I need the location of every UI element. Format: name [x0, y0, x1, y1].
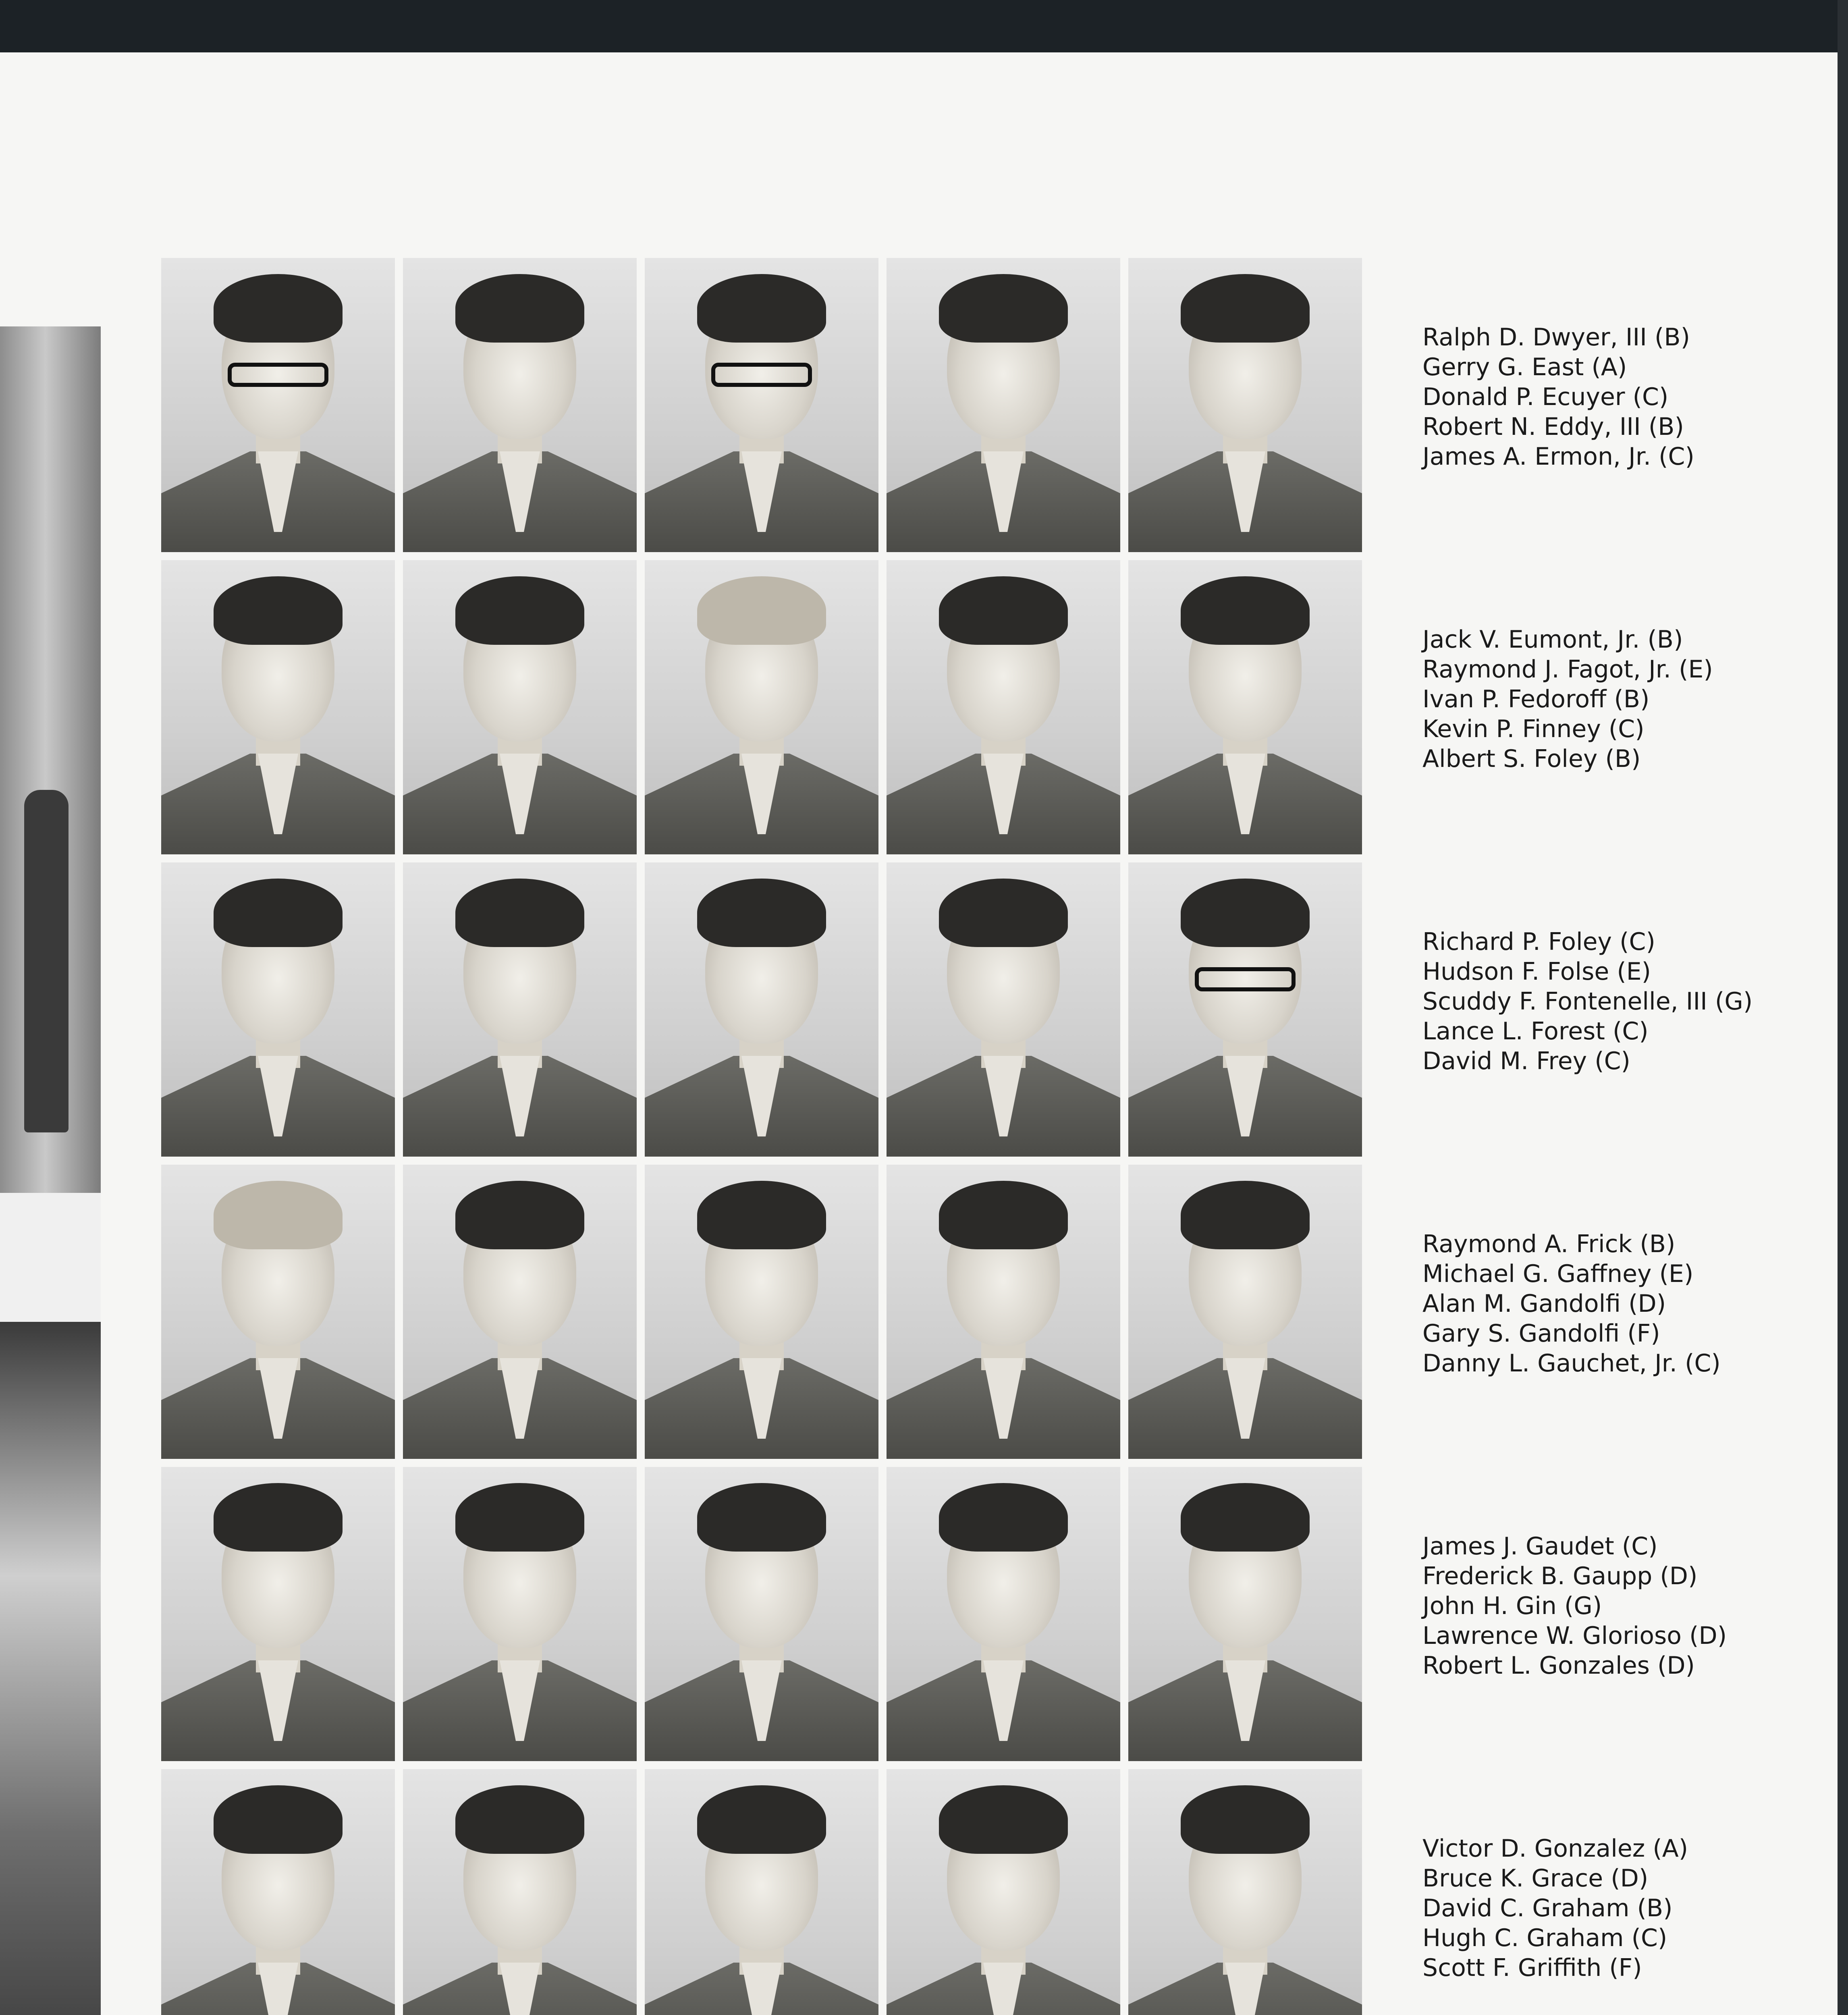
portrait-photo	[161, 1467, 395, 1761]
student-name: Scott F. Griffith (F)	[1422, 1954, 1642, 1982]
portrait-photo	[403, 862, 637, 1157]
student-name: John H. Gin (G)	[1422, 1592, 1602, 1620]
portrait-photo	[645, 1467, 878, 1761]
portrait-photo	[645, 862, 878, 1157]
strip-gap	[0, 1193, 101, 1322]
portrait-photo	[161, 862, 395, 1157]
student-name: David C. Graham (B)	[1422, 1894, 1673, 1922]
portrait-photo	[645, 258, 878, 552]
portrait-row-2	[161, 560, 1370, 858]
name-caption-row-1	[1422, 322, 1785, 472]
student-name: Michael G. Gaffney (E)	[1422, 1260, 1694, 1288]
portrait-photo	[887, 1165, 1120, 1459]
student-name: James A. Ermon, Jr. (C)	[1422, 442, 1694, 471]
portrait-photo	[1128, 258, 1362, 552]
student-name: Hugh C. Graham (C)	[1422, 1924, 1667, 1952]
student-name: Hudson F. Folse (E)	[1422, 958, 1651, 986]
portrait-row-3	[161, 862, 1370, 1161]
student-name: Kevin P. Finney (C)	[1422, 715, 1645, 743]
student-name: Raymond J. Fagot, Jr. (E)	[1422, 655, 1713, 683]
name-caption-row-2	[1422, 625, 1785, 774]
yearbook-page	[0, 16, 1838, 2015]
portrait-photo	[403, 1769, 637, 2015]
portrait-photo	[161, 258, 395, 552]
student-name: Lawrence W. Glorioso (D)	[1422, 1622, 1727, 1650]
student-name: Richard P. Foley (C)	[1422, 928, 1655, 956]
portrait-photo	[1128, 1769, 1362, 2015]
portrait-photo	[1128, 862, 1362, 1157]
student-name: Frederick B. Gaupp (D)	[1422, 1562, 1698, 1590]
student-name: Gary S. Gandolfi (F)	[1422, 1319, 1660, 1348]
student-name: David M. Frey (C)	[1422, 1047, 1630, 1075]
portrait-photo	[887, 1467, 1120, 1761]
student-name: Alan M. Gandolfi (D)	[1422, 1290, 1666, 1318]
student-name: James J. Gaudet (C)	[1422, 1532, 1658, 1560]
portrait-row-4	[161, 1165, 1370, 1463]
student-name: Raymond A. Frick (B)	[1422, 1230, 1676, 1258]
portrait-row-1	[161, 258, 1370, 556]
portrait-row-5	[161, 1467, 1370, 1765]
name-caption-row-4	[1422, 1229, 1785, 1378]
portrait-photo	[161, 1769, 395, 2015]
closeup-photo-fragment	[0, 1322, 101, 2015]
building-photo-fragment	[0, 326, 101, 1193]
portrait-row-6	[161, 1769, 1370, 2015]
student-name: Jack V. Eumont, Jr. (B)	[1422, 625, 1683, 654]
portrait-photo	[887, 560, 1120, 854]
scan-border-top	[0, 0, 1848, 52]
portrait-photo	[887, 862, 1120, 1157]
portrait-photo	[403, 258, 637, 552]
portrait-photo	[645, 1165, 878, 1459]
student-name: Gerry G. East (A)	[1422, 353, 1627, 381]
name-caption-row-5	[1422, 1531, 1785, 1681]
portrait-photo	[403, 560, 637, 854]
portrait-photo	[403, 1165, 637, 1459]
portrait-photo	[1128, 1165, 1362, 1459]
student-name: Ralph D. Dwyer, III (B)	[1422, 323, 1690, 351]
student-name: Robert L. Gonzales (D)	[1422, 1651, 1695, 1680]
facing-page-photo-strip	[0, 326, 101, 2015]
student-name: Lance L. Forest (C)	[1422, 1017, 1649, 1045]
student-name: Victor D. Gonzalez (A)	[1422, 1834, 1688, 1863]
student-name: Donald P. Ecuyer (C)	[1422, 383, 1669, 411]
portrait-photo	[645, 1769, 878, 2015]
portrait-photo	[887, 258, 1120, 552]
portrait-photo	[1128, 1467, 1362, 1761]
portrait-photo	[645, 560, 878, 854]
portrait-photo	[161, 1165, 395, 1459]
student-name: Bruce K. Grace (D)	[1422, 1864, 1649, 1892]
student-name: Scuddy F. Fontenelle, III (G)	[1422, 987, 1753, 1016]
student-name: Robert N. Eddy, III (B)	[1422, 413, 1684, 441]
student-name: Danny L. Gauchet, Jr. (C)	[1422, 1349, 1721, 1377]
scan-border-right	[1838, 0, 1848, 2015]
portrait-photo	[887, 1769, 1120, 2015]
student-name: Ivan P. Fedoroff (B)	[1422, 685, 1650, 713]
portrait-photo	[1128, 560, 1362, 854]
name-caption-row-3	[1422, 927, 1785, 1076]
name-caption-row-6	[1422, 1834, 1785, 1983]
portrait-photo	[161, 560, 395, 854]
portrait-photo	[403, 1467, 637, 1761]
student-name: Albert S. Foley (B)	[1422, 745, 1641, 773]
